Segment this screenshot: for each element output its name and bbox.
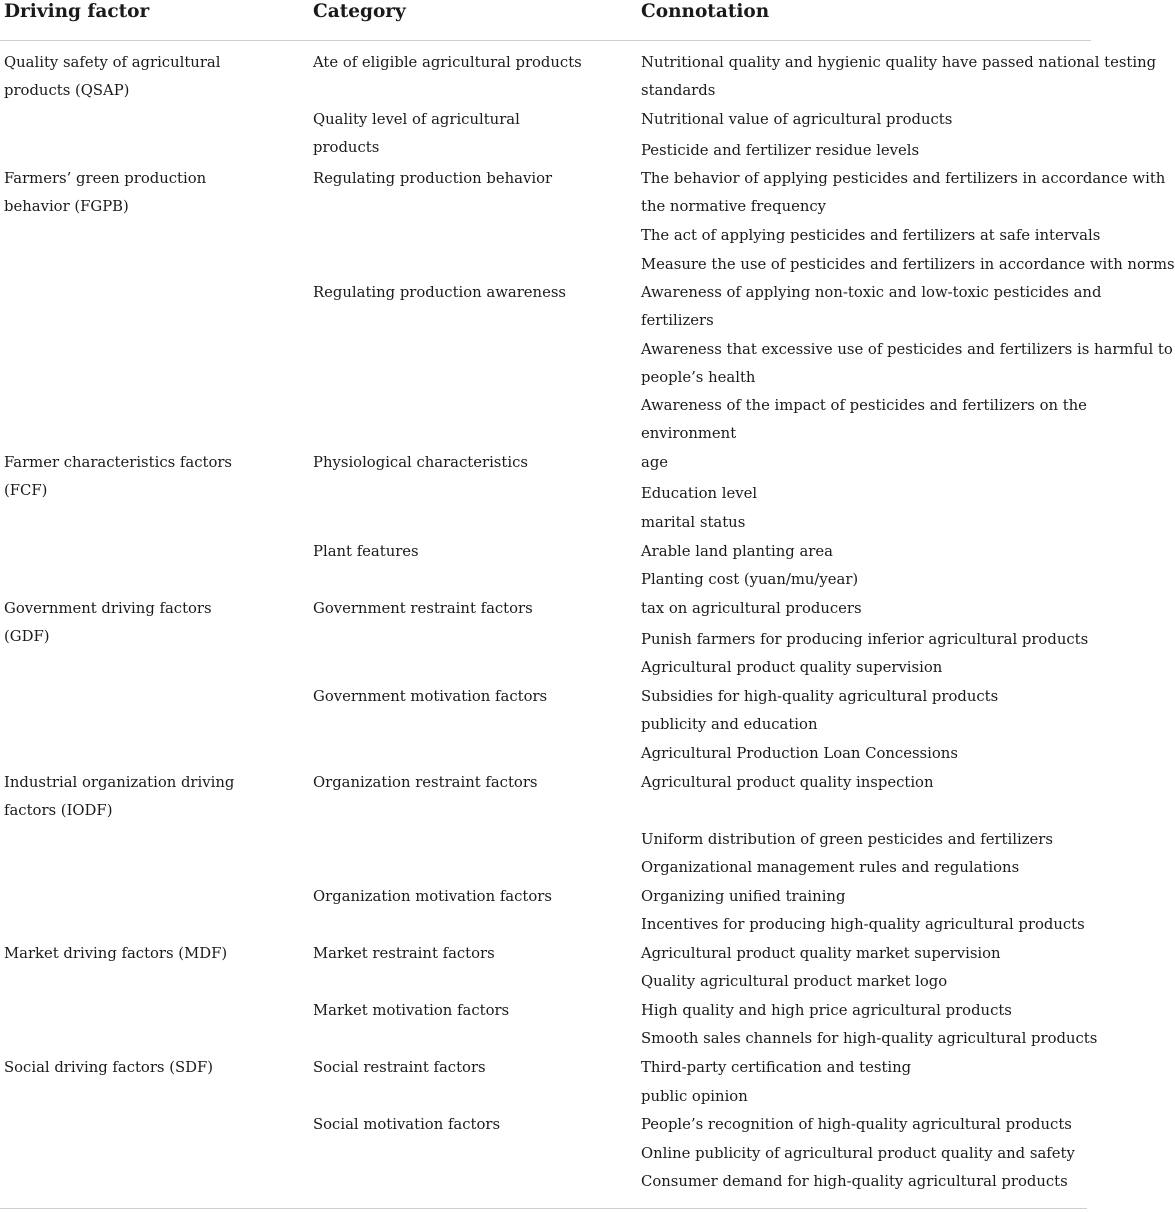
category-cell: Market restraint factors bbox=[313, 945, 495, 962]
connotation-cell: Incentives for producing high-quality agricultural products bbox=[641, 916, 1085, 933]
table-bottom-rule bbox=[0, 1208, 1087, 1209]
category-cell: Government motivation factors bbox=[313, 688, 548, 705]
connotation-cell: the normative frequency bbox=[641, 198, 827, 215]
connotation-cell: Measure the use of pesticides and fertilizers in accordance with norms bbox=[641, 256, 1175, 273]
connotation-cell: standards bbox=[641, 82, 716, 99]
connotation-cell: Awareness of the impact of pesticides and fertilizers on the bbox=[641, 397, 1087, 414]
connotation-cell: Third-party certification and testing bbox=[641, 1059, 912, 1076]
driving-factor-cell: Market driving factors (MDF) bbox=[4, 945, 228, 962]
connotation-cell: Nutritional quality and hygienic quality have passed national testing bbox=[641, 54, 1157, 71]
header-connotation: Connotation bbox=[641, 1, 770, 22]
connotation-cell: People’s recognition of high-quality agricultural products bbox=[641, 1116, 1072, 1133]
category-cell: Market motivation factors bbox=[313, 1002, 510, 1019]
connotation-cell: Subsidies for high-quality agricultural products bbox=[641, 688, 999, 705]
connotation-cell: Planting cost (yuan/mu/year) bbox=[641, 571, 859, 588]
connotation-cell: environment bbox=[641, 425, 737, 442]
connotation-cell: Awareness of applying non-toxic and low-toxic pesticides and bbox=[641, 284, 1102, 301]
connotation-cell: Agricultural product quality supervision bbox=[641, 659, 943, 676]
category-cell: products bbox=[313, 139, 380, 156]
connotation-cell: Organizational management rules and regulations bbox=[641, 859, 1020, 876]
connotation-cell: age bbox=[641, 454, 669, 471]
connotation-cell: Agricultural product quality market supervision bbox=[641, 945, 1001, 962]
category-cell: Plant features bbox=[313, 543, 419, 560]
connotation-cell: Smooth sales channels for high-quality agricultural products bbox=[641, 1030, 1098, 1047]
connotation-cell: The behavior of applying pesticides and fertilizers in accordance with bbox=[641, 170, 1166, 187]
connotation-cell: Organizing unified training bbox=[641, 888, 846, 905]
category-cell: Regulating production awareness bbox=[313, 284, 567, 301]
connotation-cell: Arable land planting area bbox=[641, 543, 833, 560]
driving-factor-cell: Social driving factors (SDF) bbox=[4, 1059, 214, 1076]
driving-factor-cell: Farmers’ green production bbox=[4, 170, 207, 187]
connotation-cell: Pesticide and fertilizer residue levels bbox=[641, 142, 920, 159]
driving-factor-cell: products (QSAP) bbox=[4, 82, 130, 99]
category-cell: Physiological characteristics bbox=[313, 454, 528, 471]
category-cell: Organization restraint factors bbox=[313, 774, 538, 791]
driving-factor-cell: Quality safety of agricultural bbox=[4, 54, 221, 71]
connotation-cell: Education level bbox=[641, 485, 758, 502]
connotation-cell: fertilizers bbox=[641, 312, 714, 329]
connotation-cell: Consumer demand for high-quality agricultural products bbox=[641, 1173, 1068, 1190]
category-cell: Government restraint factors bbox=[313, 600, 533, 617]
category-cell: Ate of eligible agricultural products bbox=[313, 54, 582, 71]
connotation-cell: marital status bbox=[641, 514, 746, 531]
connotation-cell: Punish farmers for producing inferior agricultural products bbox=[641, 631, 1089, 648]
driving-factor-cell: Industrial organization driving bbox=[4, 774, 235, 791]
header-driving-factor: Driving factor bbox=[4, 1, 150, 22]
driving-factor-cell: behavior (FGPB) bbox=[4, 198, 129, 215]
connotation-cell: people’s health bbox=[641, 369, 756, 386]
connotation-cell: publicity and education bbox=[641, 716, 818, 733]
connotation-cell: Uniform distribution of green pesticides and fertilizers bbox=[641, 831, 1053, 848]
connotation-cell: Agricultural Production Loan Concessions bbox=[641, 745, 958, 762]
connotation-cell: Nutritional value of agricultural products bbox=[641, 111, 953, 128]
driving-factor-cell: factors (IODF) bbox=[4, 802, 113, 819]
driving-factor-cell: (GDF) bbox=[4, 628, 50, 645]
driving-factor-cell: Farmer characteristics factors bbox=[4, 454, 233, 471]
connotation-cell: Awareness that excessive use of pesticides and fertilizers is harmful to bbox=[641, 341, 1173, 358]
connotation-cell: The act of applying pesticides and fertilizers at safe intervals bbox=[641, 227, 1101, 244]
connotation-cell: tax on agricultural producers bbox=[641, 600, 862, 617]
connotation-cell: Agricultural product quality inspection bbox=[641, 774, 934, 791]
table-header bbox=[0, 0, 1091, 41]
connotation-cell: Quality agricultural product market logo bbox=[641, 973, 948, 990]
connotation-cell: public opinion bbox=[641, 1088, 748, 1105]
connotation-cell: Online publicity of agricultural product quality and safety bbox=[641, 1145, 1075, 1162]
category-cell: Quality level of agricultural bbox=[313, 111, 520, 128]
connotation-cell: High quality and high price agricultural products bbox=[641, 1002, 1012, 1019]
header-category: Category bbox=[313, 1, 406, 22]
driving-factor-cell: Government driving factors bbox=[4, 600, 212, 617]
driving-factor-cell: (FCF) bbox=[4, 482, 48, 499]
category-cell: Organization motivation factors bbox=[313, 888, 552, 905]
category-cell: Social restraint factors bbox=[313, 1059, 486, 1076]
category-cell: Social motivation factors bbox=[313, 1116, 501, 1133]
category-cell: Regulating production behavior bbox=[313, 170, 553, 187]
